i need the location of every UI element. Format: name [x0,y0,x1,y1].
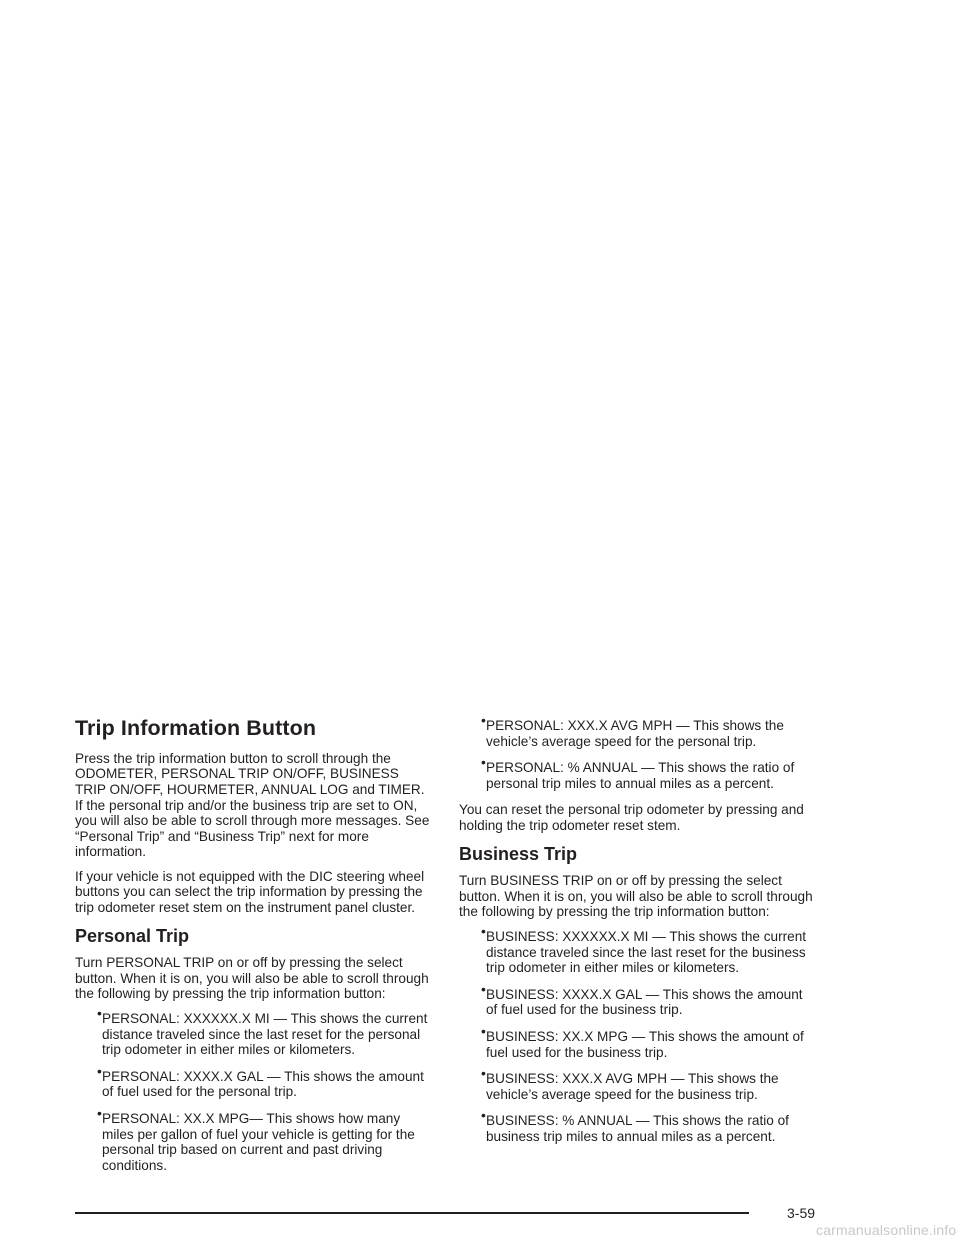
list-item: • PERSONAL: XX.X MPG— This shows how many miles per gallon of fuel your vehicle is getting for the personal trip based on current and past driving conditions. [97,1105,415,1173]
personal-trip-intro: Turn PERSONAL TRIP on or off by pressing the select button. When it is on, you will also be able to scroll through the following by pressing the trip information button: [75,955,429,1002]
bullet-icon: • [481,1022,486,1039]
page-number: 3-59 [787,1205,816,1221]
list-item: • PERSONAL: XXXXXX.X MI — This shows the current distance traveled since the last reset for the personal trip odometer in either miles or kilometers. [97,1005,428,1058]
business-trip-list [459,922,817,1145]
list-item: • PERSONAL: XXX.X AVG MPH — This shows the vehicle’s average speed for the personal trip. [481,712,784,749]
trip-information-paragraph-2: If your vehicle is not equipped with the DIC steering wheel buttons you can select the trip information by pressing the trip odometer reset stem on the instrument panel cluster. [75,868,425,916]
bullet-icon: • [481,754,486,771]
bullet-icon: • [481,922,486,939]
personal-trip-list-continued [459,712,817,791]
personal-trip-reset-note: You can reset the personal trip odometer by pressing and holding the trip odometer reset stem. [459,802,804,833]
list-item: • BUSINESS: XXXX.X GAL — This shows the amount of fuel used for the business trip. [481,980,803,1018]
list-item: • PERSONAL: XXXX.X GAL — This shows the amount of fuel used for the personal trip. [97,1062,424,1100]
personal-trip-list [75,1005,433,1173]
list-item: • BUSINESS: XX.X MPG — This shows the amount of fuel used for the business trip. [481,1022,804,1060]
footer-divider [75,1212,749,1214]
list-item: • BUSINESS: % ANNUAL — This shows the ratio of business trip miles to annual miles as a percent. [481,1107,789,1144]
bullet-icon: • [481,1107,486,1124]
list-item: • BUSINESS: XXX.X AVG MPH — This shows the vehicle’s average speed for the business trip. [481,1065,779,1102]
left-column [75,716,433,1184]
business-trip-intro: Turn BUSINESS TRIP on or off by pressing the select button. When it is on, you will also be able to scroll through the following by pressing the trip information button: [459,873,813,920]
trip-information-paragraph-1: Press the trip information button to scroll through the ODOMETER, PERSONAL TRIP ON/OFF, BUSINESS TRIP ON/OFF, HOURMETER, ANNUAL LOG and TIMER. If the personal trip and/or the business trip are set to ON, you will also be able to scroll through more messages. See “Personal Trip” and “Business Trip” next for more information. [75,750,430,860]
right-column [459,712,817,1155]
bullet-icon: • [481,712,486,728]
list-item: • PERSONAL: % ANNUAL — This shows the ratio of personal trip miles to annual miles as a percent. [481,754,795,791]
bullet-icon: • [97,1105,102,1121]
personal-trip-heading: Personal Trip [75,925,190,946]
trip-information-heading: Trip Information Button [75,716,317,740]
bullet-icon: • [97,1005,102,1022]
bullet-icon: • [97,1062,102,1079]
business-trip-heading: Business Trip [459,843,578,864]
watermark: carmanualsonline.info [816,1222,957,1238]
list-item: • BUSINESS: XXXXXX.X MI — This shows the current distance traveled since the last reset for the business trip odometer in either miles or kilometers. [481,922,807,976]
bullet-icon: • [481,980,486,997]
bullet-icon: • [481,1065,486,1082]
